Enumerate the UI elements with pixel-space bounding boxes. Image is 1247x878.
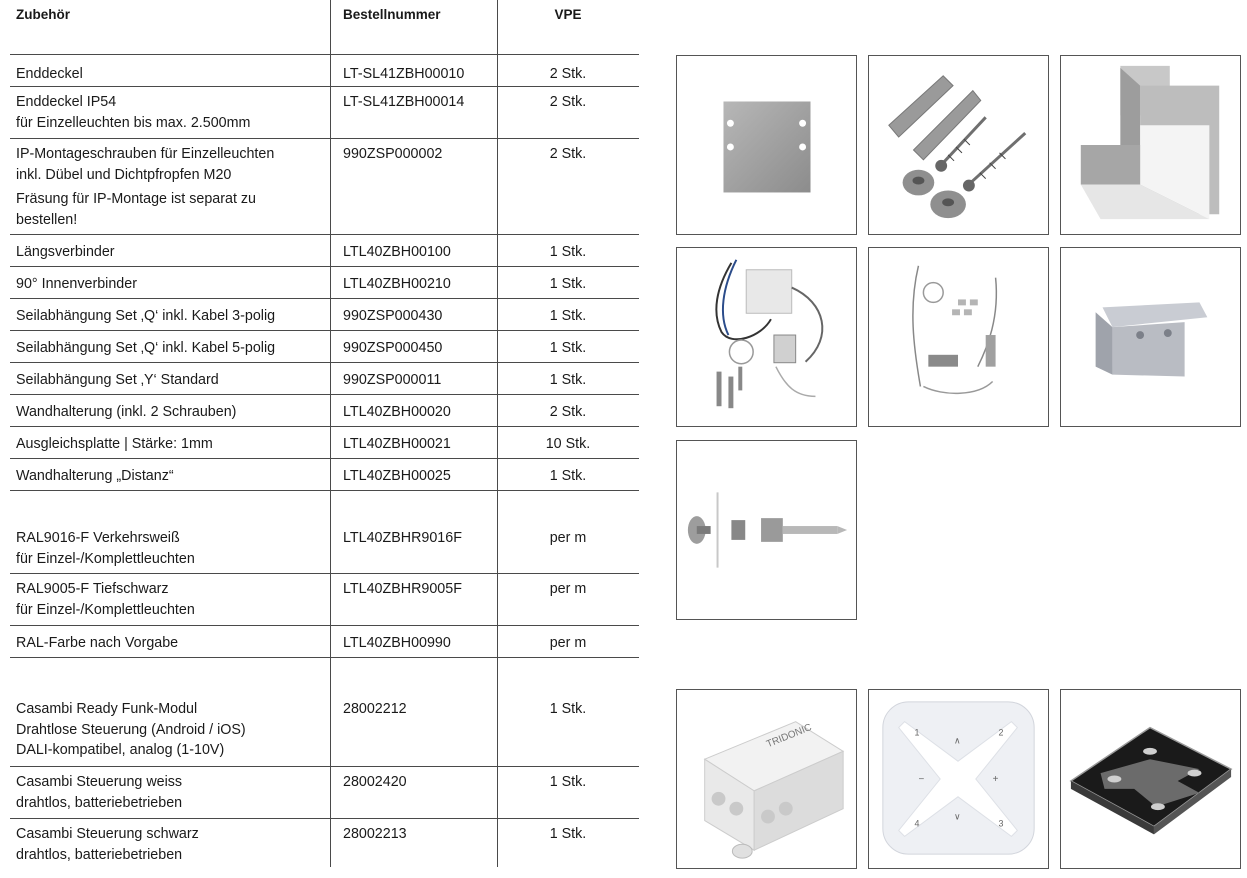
row-description-line-3: DALI-kompatibel, analog (1-10V): [16, 742, 225, 758]
row-order-number: LTL40ZBH00990: [343, 635, 451, 651]
row-vpe: 1 Stk.: [549, 340, 587, 356]
table-row: [10, 87, 639, 139]
row-vpe: per m: [549, 581, 587, 597]
row-description: Seilabhängung Set ‚Y‘ Standard: [16, 372, 219, 388]
key-plus-label: +: [992, 773, 999, 785]
casambi-control-black-image: [1060, 689, 1241, 869]
row-description: Enddeckel IP54: [16, 94, 117, 110]
row-order-number: 28002213: [343, 826, 407, 842]
cable-suspension-y-image: [868, 247, 1049, 427]
cable-suspension-q-image: [676, 247, 857, 427]
key-4-label: 4: [914, 818, 920, 829]
row-description: Ausgleichsplatte | Stärke: 1mm: [16, 436, 213, 452]
end-cap-image: [676, 55, 857, 235]
row-vpe: 1 Stk.: [549, 468, 587, 484]
row-description: Längsverbinder: [16, 244, 115, 260]
row-vpe: 1 Stk.: [549, 308, 587, 324]
table-row: [10, 574, 639, 626]
row-order-number: 990ZSP000011: [343, 372, 442, 388]
row-description: Wandhalterung (inkl. 2 Schrauben): [16, 404, 237, 420]
row-order-number: LTL40ZBHR9005F: [343, 581, 462, 597]
row-description: Seilabhängung Set ‚Q‘ inkl. Kabel 5-polig: [16, 340, 276, 356]
wall-bracket-distance-image: [676, 440, 857, 620]
row-description-line-2: für Einzel-/Komplettleuchten: [16, 550, 195, 567]
row-order-number: 990ZSP000450: [343, 340, 443, 356]
row-vpe: 2 Stk.: [549, 66, 587, 82]
row-order-number: LTL40ZBHR9016F: [343, 530, 462, 546]
row-description: IP-Montageschrauben für Einzelleuchten: [16, 146, 275, 162]
row-description-line-2: für Einzelleuchten bis max. 2.500mm: [16, 114, 251, 131]
header-order-number: Bestellnummer: [343, 7, 441, 22]
row-vpe: 1 Stk.: [549, 372, 587, 388]
key-minus-label: −: [918, 773, 925, 785]
row-description: Wandhalterung „Distanz“: [16, 468, 174, 484]
key-3-label: 3: [998, 818, 1004, 829]
row-order-number: LTL40ZBH00210: [343, 276, 451, 292]
table-row: [10, 55, 639, 87]
row-description-line-2: drahtlos, batteriebetrieben: [16, 794, 183, 811]
table-row: [10, 767, 639, 819]
table-row: [10, 267, 639, 299]
row-description: Enddeckel: [16, 66, 83, 82]
row-note-line-2: bestellen!: [16, 211, 78, 228]
row-vpe: per m: [549, 530, 587, 546]
header-vpe: VPE: [554, 7, 582, 22]
row-vpe: 10 Stk.: [545, 436, 591, 452]
row-order-number: LT-SL41ZBH00010: [343, 66, 465, 82]
key-2-label: 2: [998, 727, 1004, 738]
key-1-label: 1: [914, 727, 920, 738]
row-description-line-2: für Einzel-/Komplettleuchten: [16, 601, 195, 618]
table-row: [10, 299, 639, 331]
header-accessory: Zubehör: [16, 7, 70, 22]
table-row: [10, 459, 639, 491]
table-row: [10, 427, 639, 459]
row-note: Fräsung für IP-Montage ist separat zu: [16, 191, 256, 207]
row-vpe: 1 Stk.: [549, 244, 587, 260]
inner-connector-90-image: [1060, 55, 1241, 235]
row-description: RAL-Farbe nach Vorgabe: [16, 635, 179, 651]
row-vpe: 2 Stk.: [549, 94, 587, 110]
module-brand-label: TRIDONIC: [764, 722, 814, 751]
row-description: RAL9005-F Tiefschwarz: [16, 581, 169, 597]
table-row: [10, 139, 639, 235]
row-vpe: 1 Stk.: [549, 774, 587, 790]
row-description: 90° Innenverbinder: [16, 276, 137, 292]
row-description-line-2: Drahtlose Steuerung (Android / iOS): [16, 721, 246, 738]
row-order-number: LTL40ZBH00021: [343, 436, 451, 452]
row-vpe: 2 Stk.: [549, 146, 587, 162]
row-description: Seilabhängung Set ‚Q‘ inkl. Kabel 3-polig: [16, 308, 276, 324]
row-order-number: 990ZSP000002: [343, 146, 443, 162]
table-header: [10, 0, 639, 55]
table-row: [10, 363, 639, 395]
ip-mounting-screws-image: [868, 55, 1049, 235]
row-vpe: per m: [549, 635, 587, 651]
table-row: [10, 331, 639, 363]
table-row: [10, 626, 639, 658]
table-row: [10, 491, 639, 574]
row-vpe: 1 Stk.: [549, 276, 587, 292]
row-order-number: 28002420: [343, 774, 407, 790]
row-description: Casambi Steuerung weiss: [16, 774, 183, 790]
casambi-control-white-image: [868, 689, 1049, 869]
row-vpe: 1 Stk.: [549, 826, 587, 842]
key-down-label: ∨: [954, 811, 961, 822]
row-order-number: LTL40ZBH00100: [343, 244, 451, 260]
table-row: [10, 819, 639, 867]
row-order-number: LTL40ZBH00020: [343, 404, 451, 420]
row-vpe: 2 Stk.: [549, 404, 587, 420]
table-row: [10, 235, 639, 267]
row-description: Casambi Ready Funk-Modul: [16, 701, 198, 717]
row-order-number: LTL40ZBH00025: [343, 468, 451, 484]
row-description: RAL9016-F Verkehrsweiß: [16, 530, 180, 546]
table-row: [10, 395, 639, 427]
table-row: [10, 658, 639, 767]
row-vpe: 1 Stk.: [549, 701, 587, 717]
row-description-line-2: drahtlos, batteriebetrieben: [16, 846, 183, 863]
casambi-module-image: [676, 689, 857, 869]
row-order-number: LT-SL41ZBH00014: [343, 94, 465, 110]
row-order-number: 990ZSP000430: [343, 308, 443, 324]
row-description: Casambi Steuerung schwarz: [16, 826, 199, 842]
row-description-line-2: inkl. Dübel und Dichtpfropfen M20: [16, 166, 232, 183]
row-order-number: 28002212: [343, 701, 407, 717]
key-up-label: ∧: [954, 735, 961, 746]
wall-bracket-image: [1060, 247, 1241, 427]
